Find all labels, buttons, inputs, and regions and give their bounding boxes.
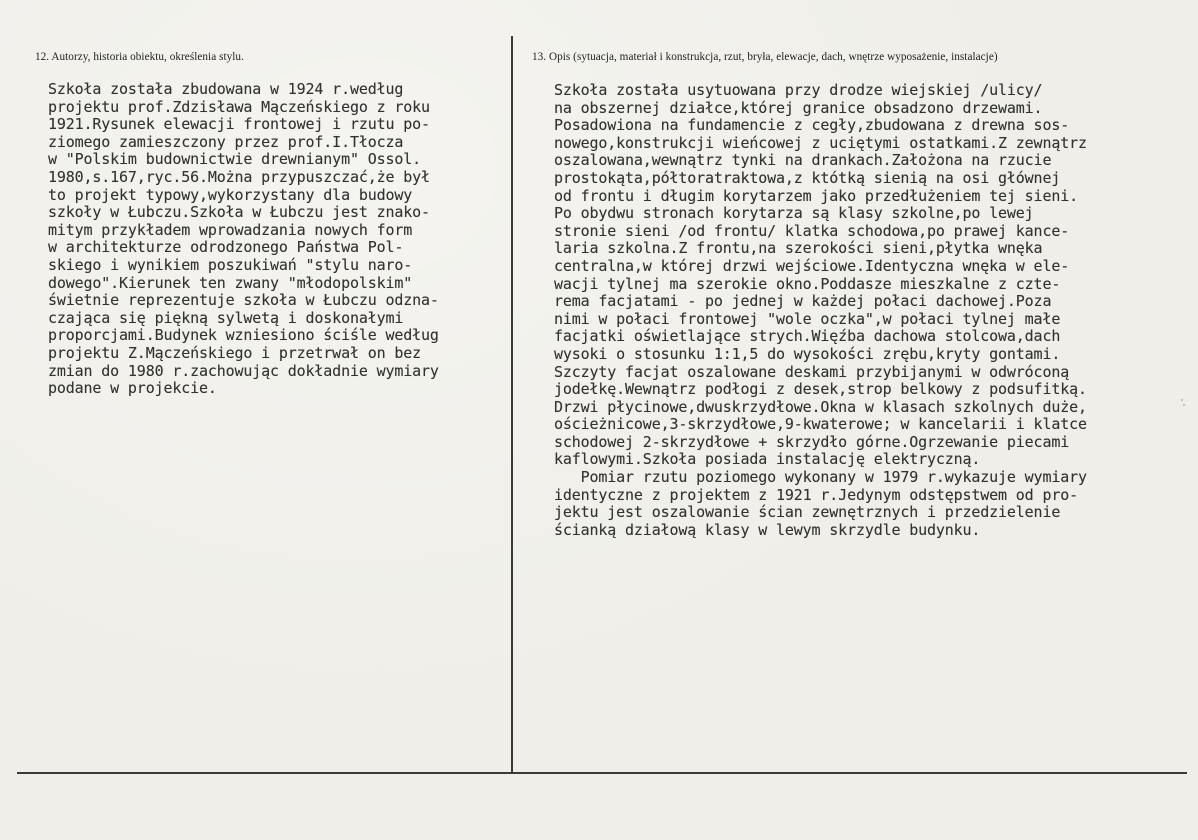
bottom-rule [17,772,1187,774]
section-12-header: 12. Autorzy, historia obiektu, określenia stylu. [35,51,244,63]
section-13-typed-text: Szkoła została usytuowana przy drodze wiejskiej /ulicy/ na obszernej działce,której granice obsadzono drzewami. Posadowiona na fundamencie z cegły,zbudowana z drewna sos- nowego,konstrukcji wieńcowej z uciętymi ostatkami.Z zewnątrz oszalowana,wewnątrz tynki na drankach.Założona na rzucie prostokąta,półtoratraktowa,z któtką sienią na osi głównej od frontu i długim korytarzem jako przedłużeniem tej sieni. Po obydwu stronach korytarza są klasy szkolne,po lewej stronie sieni /od frontu/ klatka schodowa,po prawej kance- laria szkolna.Z frontu,na szerokości sieni,płytka wnęka centralna,w której drzwi wejściowe.Identyczna wnęka w ele- wacji tylnej ma szerokie okno.Poddasze mieszkalne z czte- rema facjatami - po jednej w każdej połaci dachowej.Poza nimi w połaci frontowej "wole oczka",w połaci tylnej małe facjatki oświetlające strych.Więźba dachowa stolcowa,dach wysoki o stosunku 1:1,5 do wysokości zrębu,kryty gontami. Szczyty facjat oszalowane deskami przybijanymi w odwróconą jodełkę.Wewnątrz podłogi z desek,strop belkowy z podsufitką. Drzwi płycinowe,dwuskrzydłowe.Okna w klasach szkolnych duże, ościeżnicowe,3-skrzydłowe,9-kwaterowe; w kancelarii i klatce schodowej 2-skrzydłowe + skrzydło górne.Ogrzewanie piecami kaflowymi.Szkoła posiada instalację elektryczną. Pomiar rzutu poziomego wykonany w 1979 r.wykazuje wymiary identyczne z projektem z 1921 r.Jedynym odstępstwem od pro- jektu jest oszalowanie ścian zewnętrznych i przedzielenie ścianką działową klasy w lewym skrzydle budynku. [554,81,1087,539]
paper-speck [1181,399,1183,401]
section-12-typed-text: Szkoła została zbudowana w 1924 r.według projektu prof.Zdzisława Mączeńskiego z roku 1921.Rysunek elewacji frontowej i rzutu po- ziomego zamieszczony przez prof.I.Tłocza w "Polskim budownictwie drewnianym" Ossol. 1980,s.167,ryc.56.Można przypuszczać,że był to projekt typowy,wykorzystany dla budowy szkoły w Łubczu.Szkoła w Łubczu jest znako- mitym przykładem wprowadzania nowych form w architekturze odrodzonego Państwa Pol- skiego i wynikiem poszukiwań "stylu naro- dowego".Kierunek ten zwany "młodopolskim" świetnie reprezentuje szkoła w Łubczu odzna- czająca się piękną sylwetą i doskonałymi proporcjami.Budynek wzniesiono ściśle według projektu Z.Mączeńskiego i przetrwał on bez zmian do 1980 r.zachowując dokładnie wymiary podane w projekcie. [48,80,439,398]
section-13-header: 13. Opis (sytuacja, materiał i konstrukcja, rzut, bryła, elewacje, dach, wnętrze wyposażenie, instalacje) [532,51,998,63]
column-divider [511,36,513,772]
paper-speck [1183,404,1185,406]
